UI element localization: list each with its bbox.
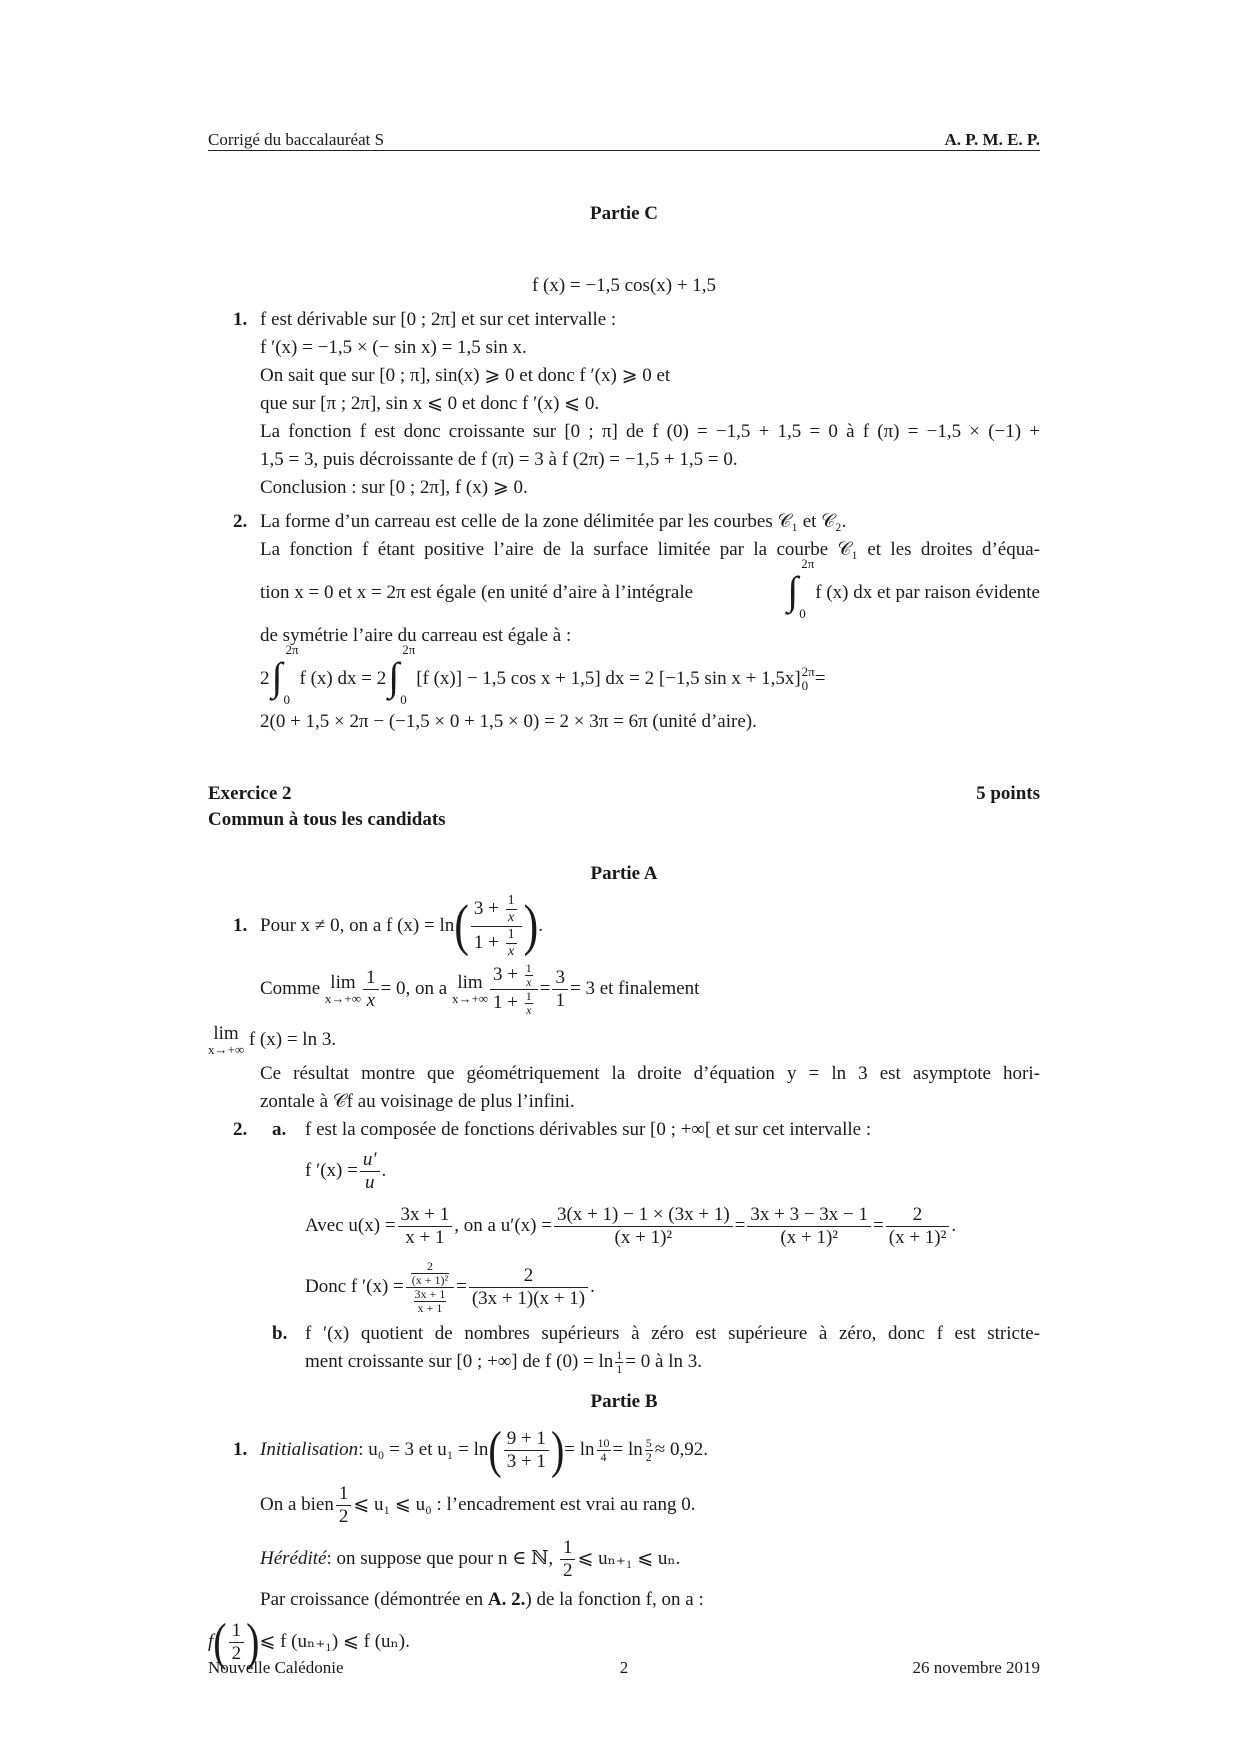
limit: lim x→+∞ <box>324 971 362 1006</box>
text-fragment: f (x) = ln 3. <box>248 1029 337 1050</box>
text-fragment: : u₀ = 3 et u₁ = ln <box>358 1439 489 1460</box>
fraction: $\frac{1}{1}$ <box>616 1347 623 1376</box>
fraction: $\frac{2}{(3x + 1)(x + 1)}$ <box>469 1265 588 1310</box>
text-line: zontale à 𝒞f au voisinage de plus l’infini. <box>260 1091 575 1112</box>
question-number: 2. <box>233 1119 248 1140</box>
limit: lim x→+∞ <box>208 1022 245 1057</box>
fraction: $\frac{5}{2}$ <box>645 1435 652 1464</box>
fraction: $\frac{3x + 1}{x + 1}$ <box>398 1204 453 1249</box>
text-fragment: f (x) dx = 2 <box>299 668 387 689</box>
text-line-formula <box>305 1254 1040 1320</box>
text-line: Ce résultat montre que géométriquement la droite d’équation y = ln 3 est asymptote hori- <box>260 1063 1040 1084</box>
text-line: Conclusion : sur [0 ; 2π], f (x) ⩾ 0. <box>260 477 528 498</box>
integral-symbol: ∫ 2π 0 <box>388 642 416 707</box>
text-fragment: , on a u′(x) = <box>454 1215 552 1236</box>
text-fragment: 2 <box>260 668 270 689</box>
text-line: On sait que sur [0 ; π], sin(x) ⩾ 0 et donc f ′(x) ⩾ 0 et <box>260 365 671 386</box>
fraction: $\frac{9 + 1}{3 + 1}$ <box>504 1428 549 1473</box>
exercise-title: Exercice 2 <box>208 783 292 804</box>
text-line-formula <box>305 1144 1040 1198</box>
text-fragment: ⩽ u₁ ⩽ u₀ : l’encadrement est vrai au rang 0. <box>353 1494 696 1515</box>
fraction: $\frac{1}{x}$ <box>363 967 379 1012</box>
partA-question-2 <box>208 1116 1040 1376</box>
text-fragment: . <box>381 1160 387 1181</box>
partC-heading: Partie C <box>589 203 659 224</box>
text-fragment: Initialisation <box>260 1439 359 1460</box>
text-fragment: = ln <box>612 1439 643 1460</box>
text-fragment: ) de la fonction f, on a : <box>525 1589 704 1610</box>
limit: lim x→+∞ <box>451 971 489 1006</box>
text-line-formula <box>260 1532 1040 1586</box>
page-header <box>208 126 1040 151</box>
text-line: que sur [π ; 2π], sin x ⩽ 0 et donc f ′(x) ⩽ 0. <box>260 393 600 414</box>
text-line: 2(0 + 1,5 × 2π − (−1,5 × 0 + 1,5 × 0) = 2 × 3π = 6π (unité d’aire). <box>260 711 757 732</box>
page-content <box>208 200 1040 1670</box>
partC-question-1 <box>208 306 1040 502</box>
text-fragment: . <box>951 1215 957 1236</box>
fraction: $\frac{10}{4}$ <box>597 1435 610 1464</box>
partC-formula: f (x) = −1,5 cos(x) + 1,5 <box>531 275 717 296</box>
partB-question-1 <box>208 1422 1040 1670</box>
partB-heading: Partie B <box>590 1391 658 1412</box>
text-fragment: . <box>590 1276 595 1297</box>
text-fragment: = <box>734 1215 746 1236</box>
header-right: A. P. M. E. P. <box>944 130 1040 149</box>
text-fragment: f ′(x) = <box>305 1160 358 1181</box>
text-line-limits <box>260 958 1040 1020</box>
fraction: 3 + $\frac{1}{x}$ 1 + $\frac{1}{x}$ <box>490 962 538 1017</box>
fraction: $\frac{1}{2}$ <box>560 1537 576 1582</box>
fraction: $\frac{3x + 3 - 3x - 1}{\text{(x + 1)²}}$ <box>747 1204 871 1249</box>
text-line-formula <box>260 1422 1040 1478</box>
fraction: $\frac{3}{1}$ <box>552 967 568 1012</box>
text-line: f ′(x) quotient de nombres supérieurs à zéro est supérieure à zéro, donc f est stricte- <box>305 1323 1040 1344</box>
bracket-limits: 2π 0 <box>801 664 815 693</box>
text-fragment: = 0, on a <box>380 978 448 999</box>
partA-question-1 <box>208 894 1040 1116</box>
integral-symbol: ∫ 2π 0 <box>271 642 299 707</box>
partA-heading: Partie A <box>590 863 658 884</box>
text-fragment: ⩽ f (uₙ₊₁) ⩽ f (uₙ). <box>259 1631 410 1652</box>
question-number: 1. <box>233 309 248 330</box>
fraction: 3 + $\frac{1}{x}$ 1 + $\frac{1}{x}$ <box>471 893 522 960</box>
text-fragment: f (x) dx et par raison évidente <box>815 582 1040 603</box>
text-line: La fonction f étant positive l’aire de la surface limitée par la courbe 𝒞₁ et les droites d’équa- <box>260 539 1040 560</box>
text-fragment: Hérédité <box>260 1548 327 1569</box>
integral-expression <box>785 556 1040 621</box>
compound-fraction: $\frac{\frac{2}{\text{(x + 1)²}}}{\frac{3x + 1}{x + 1}}$ <box>406 1260 454 1315</box>
text-fragment: Comme <box>260 978 321 999</box>
text-fragment: = 0 à ln 3. <box>625 1351 702 1372</box>
left-paren: ( <box>213 1612 227 1671</box>
page-footer <box>208 1654 1040 1678</box>
text-line-limit-result <box>208 1020 1040 1060</box>
question-number: 1. <box>233 915 248 936</box>
text-fragment: = <box>539 978 551 999</box>
right-paren: ) <box>523 893 539 958</box>
text-fragment: = <box>873 1215 884 1236</box>
text-line-with-integral <box>260 556 1040 622</box>
fraction: $\frac{3(x + 1) - 1 \times (3x + 1)}{\text{(x + 1)²}}$ <box>554 1204 733 1249</box>
subquestion-letter: b. <box>272 1323 288 1344</box>
text-fragment: = <box>456 1276 467 1297</box>
text-line-formula <box>260 894 1040 958</box>
exercise-subtitle: Commun à tous les candidats <box>208 809 446 830</box>
text-line: de symétrie l’aire du carreau est égale à : <box>260 625 572 646</box>
exercise-header <box>208 780 1040 806</box>
right-paren: ) <box>550 1420 565 1479</box>
left-paren: ( <box>488 1420 502 1479</box>
exercise-points: 5 points <box>976 783 1040 804</box>
text-fragment: = 3 et finalement <box>569 978 700 999</box>
header-left: Corrigé du baccalauréat S <box>208 130 385 149</box>
text-line: 1,5 = 3, puis décroissante de f (π) = 3 à f (2π) = −1,5 + 1,5 = 0. <box>260 449 738 470</box>
text-line-formula <box>305 1198 1040 1254</box>
text-fragment: ⩽ uₙ₊₁ ⩽ uₙ. <box>577 1548 681 1569</box>
text-line <box>260 1586 1040 1614</box>
text-fragment: On a bien <box>260 1494 334 1515</box>
left-paren: ( <box>454 893 469 958</box>
question-number: 2. <box>233 511 248 532</box>
subquestion-letter: a. <box>272 1119 287 1140</box>
footer-right: 26 novembre 2019 <box>912 1658 1040 1677</box>
fraction: $\frac{1}{2}$ <box>229 1620 245 1665</box>
text-line: La fonction f est donc croissante sur [0 ; π] de f (0) = −1,5 + 1,5 = 0 à f (π) = −1,5 × (−1) + <box>260 421 1040 442</box>
integral-computation <box>260 642 1040 708</box>
footer-left: Nouvelle Calédonie <box>208 1658 344 1677</box>
text-fragment: ≈ 0,92. <box>654 1439 708 1460</box>
text-fragment: Pour x ≠ 0, on a f (x) = ln <box>260 915 455 936</box>
text-fragment: = ln <box>564 1439 595 1460</box>
text-fragment: . <box>538 915 544 936</box>
text-fragment: [f (x)] − 1,5 cos x + 1,5] dx = 2 [−1,5 sin x + 1,5x] <box>416 668 801 689</box>
text-line: La forme d’un carreau est celle de la zone délimitée par les courbes 𝒞₁ et 𝒞₂. <box>260 511 847 532</box>
text-line-formula <box>305 1348 1040 1376</box>
text-line: f est dérivable sur [0 ; 2π] et sur cet intervalle : <box>260 309 617 330</box>
text-line: f ′(x) = −1,5 × (− sin x) = 1,5 sin x. <box>260 337 527 358</box>
text-fragment: Par croissance (démontrée en <box>260 1589 488 1610</box>
subquestion-b <box>260 1320 1040 1376</box>
text-fragment: : on suppose que pour n ∈ ℕ, <box>326 1548 554 1569</box>
right-paren: ) <box>246 1612 260 1671</box>
text-fragment: f <box>208 1631 214 1652</box>
fraction: $\frac{u'}{u}$ <box>360 1149 380 1194</box>
page-number: 2 <box>619 1658 629 1677</box>
text-fragment: ment croissante sur [0 ; +∞] de f (0) = ln <box>305 1351 614 1372</box>
text-line: f est la composée de fonctions dérivables sur [0 ; +∞[ et sur cet intervalle : <box>305 1119 872 1140</box>
fraction: $\frac{1}{2}$ <box>336 1483 352 1528</box>
text-fragment: A. 2. <box>487 1589 526 1610</box>
text-fragment: Donc f ′(x) = <box>305 1276 404 1297</box>
question-number: 1. <box>233 1439 248 1460</box>
partC-question-2 <box>208 508 1040 736</box>
fraction: $\frac{2}{\text{(x + 1)²}}$ <box>886 1204 950 1249</box>
subquestion-a <box>260 1116 1040 1320</box>
text-fragment: Avec u(x) = <box>305 1215 396 1236</box>
text-fragment: tion x = 0 et x = 2π est égale (en unité d’aire à l’intégrale <box>260 582 694 603</box>
text-fragment: = <box>814 668 826 689</box>
integral-symbol: ∫ 2π 0 <box>787 556 815 621</box>
text-line-formula <box>260 1478 1040 1532</box>
